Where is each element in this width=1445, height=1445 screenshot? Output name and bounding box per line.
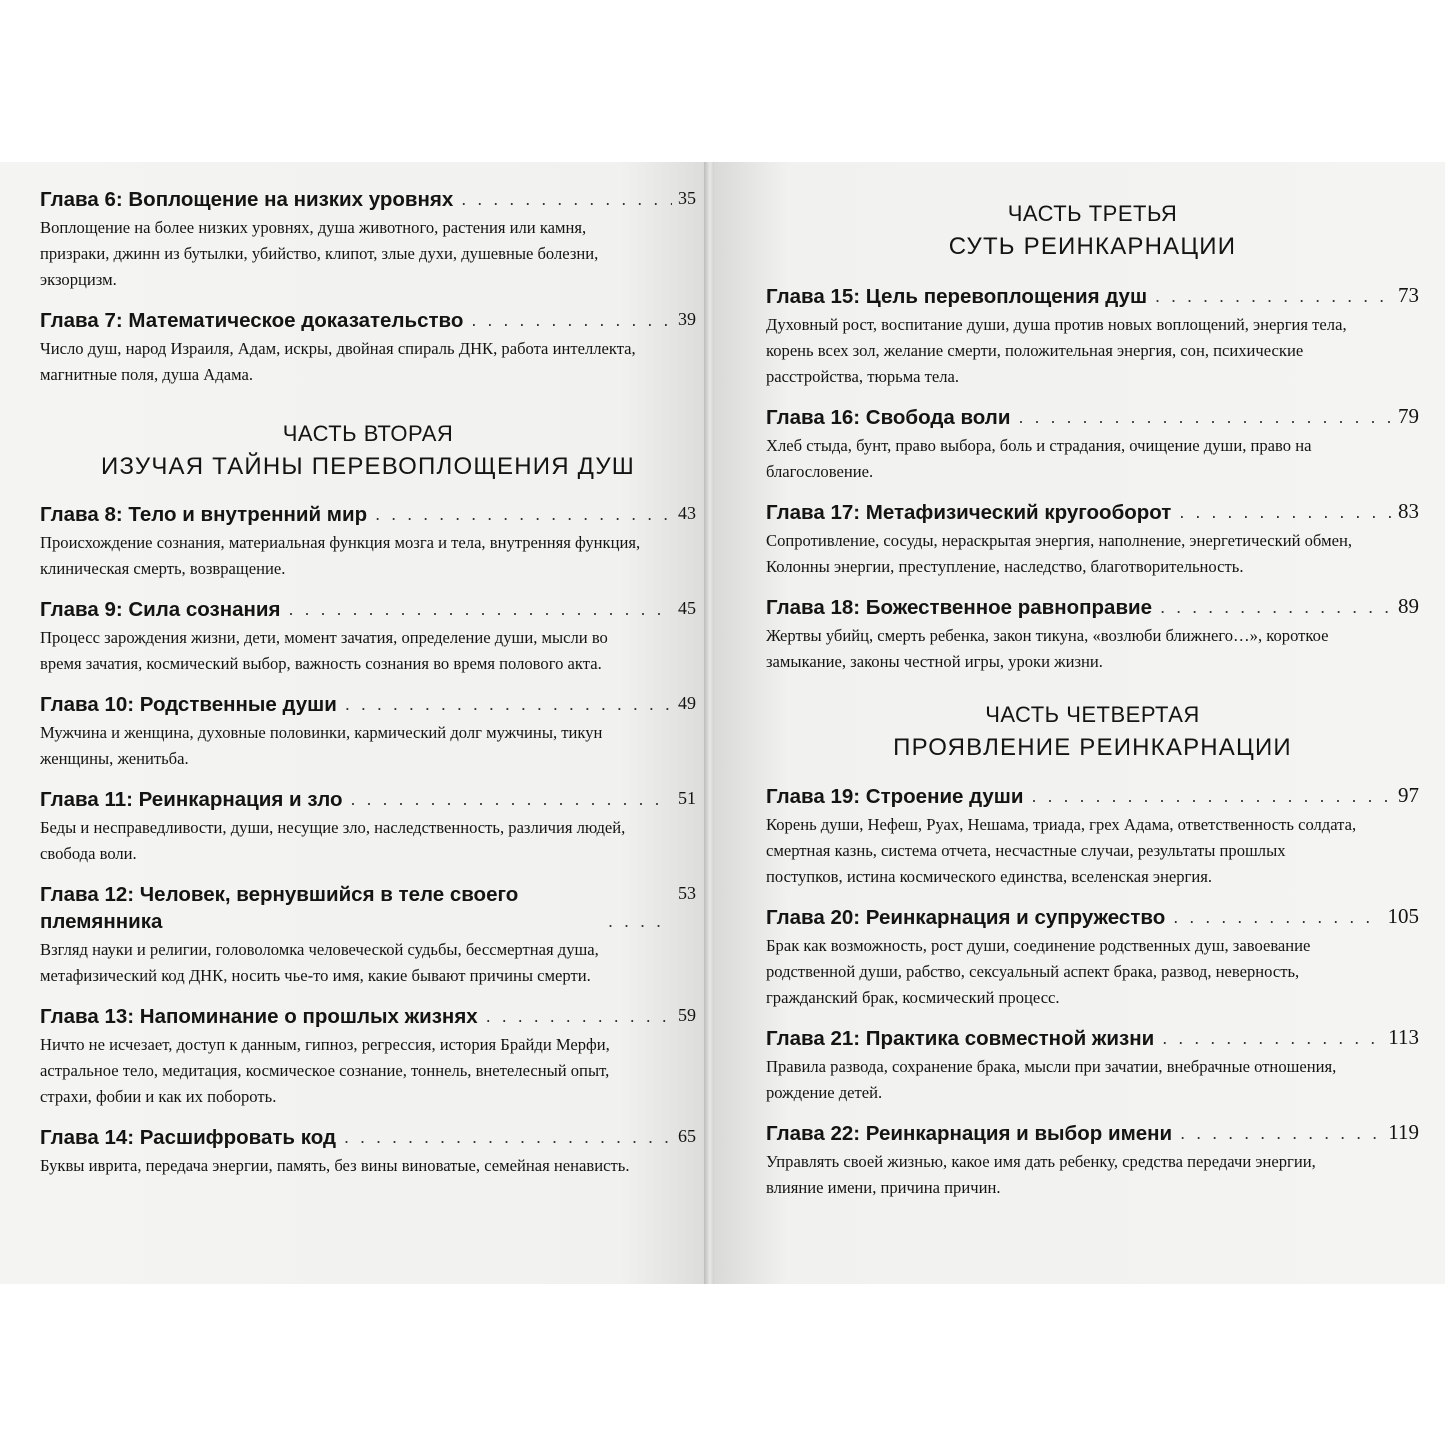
page-number: 65	[678, 1126, 696, 1147]
chapter-title: Глава 8: Тело и внутренний мир	[40, 503, 368, 527]
chapter-title: Глава 13: Напоминание о прошлых жизнях	[40, 1005, 478, 1029]
chapter-20	[766, 904, 1419, 1011]
chapter-description: Корень души, Нефеш, Руах, Нешама, триада, грех Адама, ответственность солдата, смертная казнь, система отчета, несчастные случаи, результаты прошлых поступков, истина космического единства, вселенская энергия.	[766, 814, 1357, 886]
chapter-14	[40, 1124, 696, 1179]
dot-leader	[1162, 1026, 1382, 1050]
chapter-title: Глава 10: Родственные души	[40, 693, 337, 717]
page-number: 119	[1388, 1119, 1419, 1144]
dot-leader	[1018, 405, 1392, 429]
page-number: 45	[678, 598, 696, 619]
chapter-6	[40, 186, 696, 293]
part-four-heading	[766, 699, 1419, 764]
part-subtitle: ИЗУЧАЯ ТАЙНЫ ПЕРЕВОПЛОЩЕНИЯ ДУШ	[101, 452, 635, 480]
dot-leader	[1173, 905, 1381, 929]
chapter-19	[766, 783, 1419, 890]
chapter-15	[766, 283, 1419, 390]
chapter-title: Глава 14: Расшифровать код	[40, 1126, 336, 1150]
page-number: 83	[1398, 499, 1419, 524]
chapter-title: Глава 22: Реинкарнация и выбор имени	[766, 1121, 1173, 1145]
left-page	[0, 162, 706, 1284]
dot-leader	[1179, 500, 1392, 524]
dot-leader	[344, 1125, 672, 1149]
chapter-9	[40, 596, 696, 677]
part-subtitle: СУТЬ РЕИНКАРНАЦИИ	[948, 232, 1237, 260]
chapter-title: Глава 17: Метафизический кругооборот	[766, 501, 1172, 525]
chapter-title: Глава 9: Сила сознания	[40, 598, 281, 622]
dot-leader	[486, 1004, 672, 1028]
chapter-description: Происхождение сознания, материальная функция мозга и тела, внутренняя функция, клиническая смерть, возвращение.	[40, 533, 641, 579]
right-page	[714, 162, 1445, 1284]
chapter-18	[766, 594, 1419, 675]
page-number: 89	[1398, 594, 1419, 619]
page-number: 105	[1387, 903, 1419, 928]
chapter-description: Брак как возможность, рост души, соединение родственных душ, завоевание родственной души, рабство, сексуальный аспект брака, развод, неверность, гражданский брак, космический процесс.	[766, 935, 1311, 1007]
chapter-8	[40, 501, 696, 582]
page-number: 49	[678, 693, 696, 714]
dot-leader	[288, 597, 672, 621]
chapter-description: Процесс зарождения жизни, дети, момент зачатия, определение души, мысли во время зачатия, космический выбор, важность сознания во время полового акта.	[40, 628, 608, 674]
chapter-12	[40, 881, 696, 989]
page-number: 39	[678, 309, 696, 329]
chapter-title: Глава 16: Свобода воли	[766, 406, 1011, 430]
chapter-title: Глава 15: Цель перевоплощения душ	[766, 285, 1148, 309]
chapter-description: Хлеб стыда, бунт, право выбора, боль и страдания, очищение души, право на благословение.	[766, 436, 1312, 482]
dot-leader	[351, 787, 672, 811]
part-two-heading	[40, 418, 696, 483]
chapter-title: Глава 7: Математическое доказательство	[40, 309, 464, 332]
page-number: 79	[1398, 404, 1419, 429]
chapter-17	[766, 499, 1419, 580]
part-label: ЧАСТЬ ЧЕТВЕРТАЯ	[985, 702, 1200, 728]
dot-leader	[375, 502, 672, 526]
dot-leader	[461, 187, 672, 211]
chapter-title: Глава 18: Божественное равноправие	[766, 596, 1153, 620]
chapter-21	[766, 1025, 1419, 1106]
part-three-heading	[766, 198, 1419, 263]
chapter-description: Воплощение на более низких уровнях, душа животного, растения или камня, призраки, джинн из бутылки, убийство, клипот, злые духи, душевные болезни, экзорцизм.	[40, 218, 599, 289]
chapter-title: Глава 11: Реинкарнация и зло	[40, 788, 343, 812]
chapter-description: Мужчина и женщина, духовные половинки, кармический долг мужчины, тикун женщины, женитьба.	[40, 723, 603, 769]
chapter-title: Глава 12: Человек, вернувшийся в теле своего племянника	[40, 883, 519, 934]
chapter-16	[766, 404, 1419, 485]
chapter-description: Ничто не исчезает, доступ к данным, гипноз, регрессия, история Брайди Мерфи, астральное тело, медитация, космическое сознание, тоннель, внетелесный опыт, страхи, фобии и как их побороть.	[40, 1035, 610, 1107]
page-number: 53	[678, 883, 696, 904]
page-number: 59	[678, 1005, 696, 1026]
page-number: 35	[678, 188, 696, 208]
chapter-description: Число душ, народ Израиля, Адам, искры, двойная спираль ДНК, работа интеллекта, магнитные поля, душа Адама.	[40, 339, 636, 384]
page-number: 97	[1398, 782, 1419, 807]
chapter-description: Духовный рост, воспитание души, душа против новых воплощений, энергия тела, корень всех зол, желание смерти, положительная энергия, сон, психические расстройства, тюрьма тела.	[766, 315, 1347, 387]
chapter-description: Жертвы убийц, смерть ребенка, закон тикуна, «возлюби ближнего…», короткое замыкание, законы честной игры, уроки жизни.	[766, 626, 1329, 672]
chapter-7	[40, 307, 696, 388]
chapter-13	[40, 1003, 696, 1110]
page-number: 43	[678, 503, 696, 524]
chapter-description: Буквы иврита, передача энергии, память, без вины виноватые, семейная ненависть.	[40, 1156, 630, 1176]
page-number: 113	[1388, 1024, 1419, 1049]
part-label: ЧАСТЬ ТРЕТЬЯ	[1007, 201, 1178, 226]
chapter-title: Глава 19: Строение души	[766, 784, 1024, 808]
chapter-description: Сопротивление, сосуды, нераскрытая энергия, наполнение, энергетический обмен, Колонны энергии, преступление, наследство, благотворительность.	[766, 531, 1353, 577]
chapter-title: Глава 21: Практика совместной жизни	[766, 1026, 1155, 1050]
dot-leader	[608, 909, 672, 933]
chapter-22	[766, 1120, 1419, 1201]
page-number: 51	[678, 788, 696, 809]
dot-leader	[1180, 1121, 1382, 1145]
chapter-description: Управлять своей жизнью, какое имя дать ребенку, средства передачи энергии, влияние имени, причина причин.	[766, 1151, 1316, 1197]
chapter-description: Взгляд науки и религии, головоломка человеческой судьбы, бессмертная душа, метафизический код ДНК, носить чье-то имя, какие бывают причины смерти.	[40, 940, 599, 986]
part-label: ЧАСТЬ ВТОРАЯ	[282, 421, 454, 446]
page-number: 73	[1398, 283, 1419, 308]
dot-leader	[1160, 595, 1392, 619]
chapter-description: Беды и несправедливости, души, несущие зло, наследственность, различия людей, свобода воли.	[40, 818, 626, 864]
dot-leader	[1155, 284, 1392, 308]
chapter-title: Глава 20: Реинкарнация и супружество	[766, 905, 1166, 929]
dot-leader	[471, 308, 672, 332]
dot-leader	[345, 692, 672, 716]
part-subtitle: ПРОЯВЛЕНИЕ РЕИНКАРНАЦИИ	[893, 734, 1292, 762]
dot-leader	[1032, 784, 1392, 808]
chapter-description: Правила развода, сохранение брака, мысли при зачатии, внебрачные отношения, рождение детей.	[766, 1056, 1337, 1102]
chapter-title: Глава 6: Воплощение на низких уровнях	[40, 188, 454, 211]
chapter-11	[40, 786, 696, 867]
chapter-10	[40, 691, 696, 772]
